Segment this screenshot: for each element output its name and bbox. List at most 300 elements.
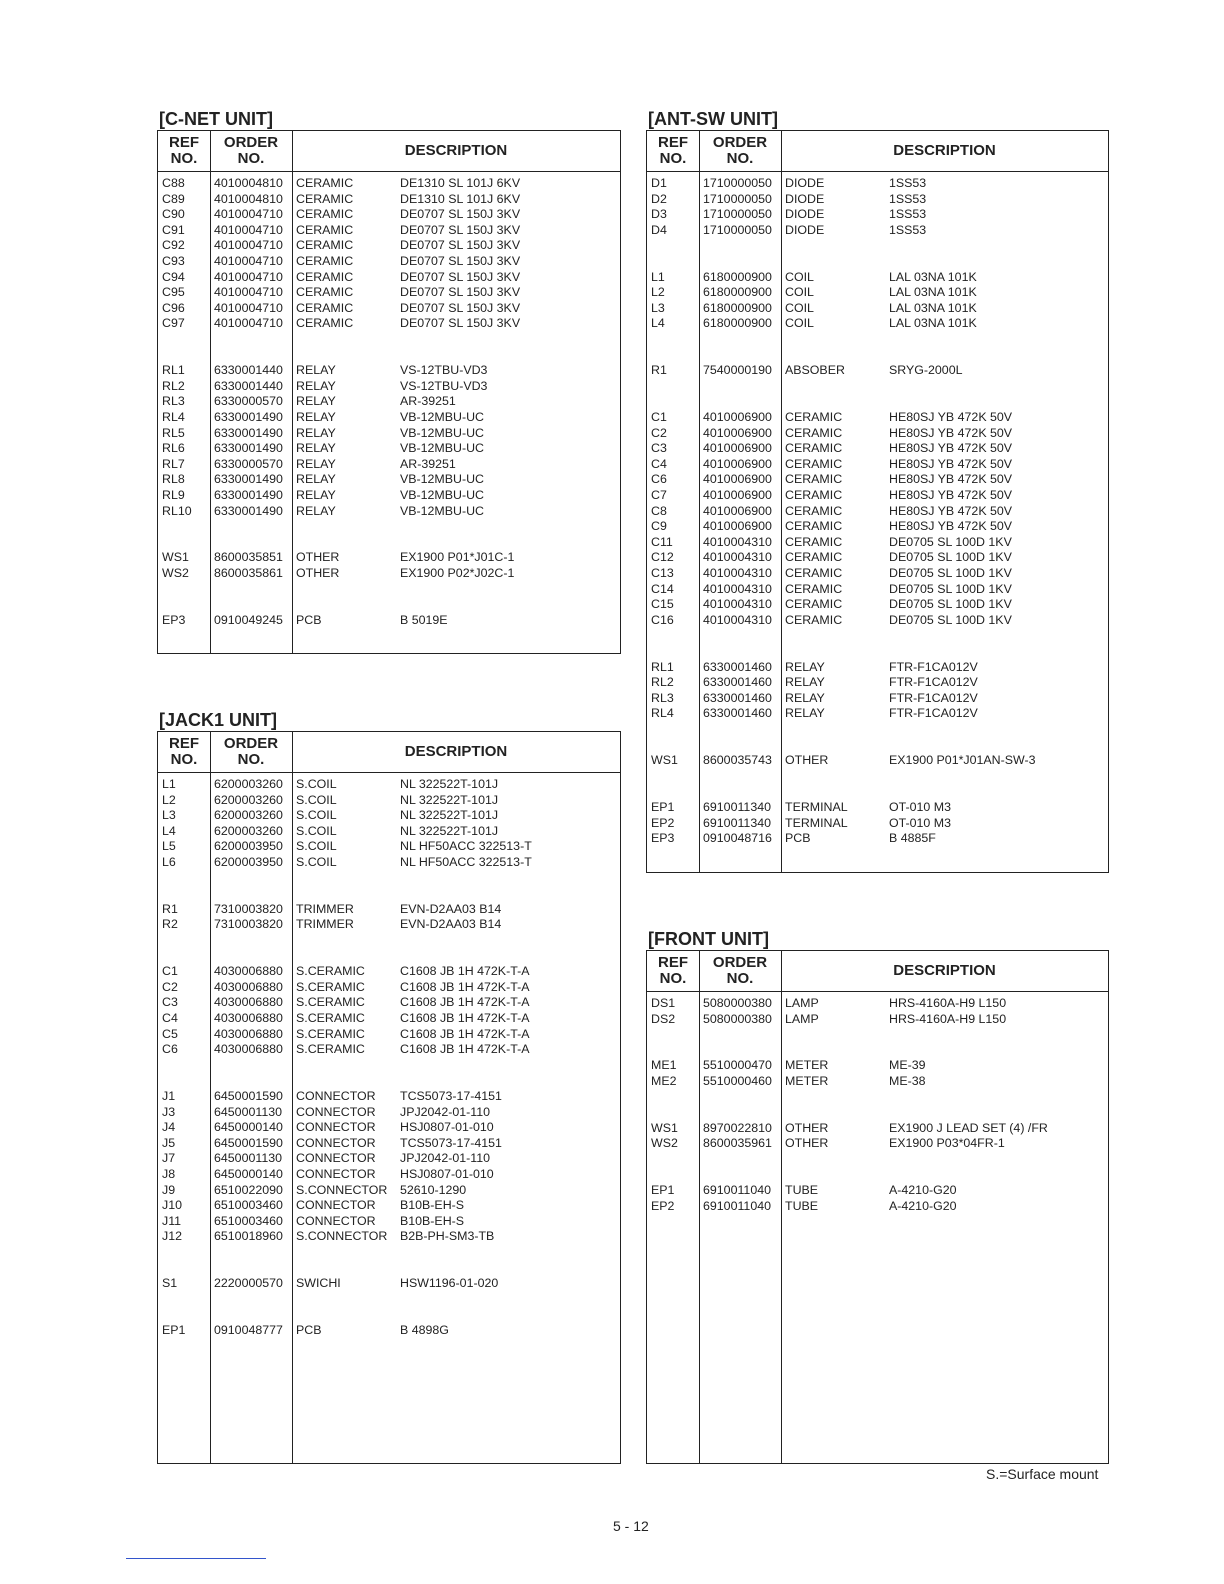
table-row bbox=[158, 363, 620, 379]
description-cell: C1608 JB 1H 472K-T-A bbox=[400, 1026, 530, 1041]
part-type-cell: RELAY bbox=[785, 690, 825, 705]
order-no-cell: 4010006900 bbox=[703, 519, 772, 534]
description-cell: HE80SJ YB 472K 50V bbox=[889, 488, 1013, 502]
ref-no-cell: L2 bbox=[651, 285, 665, 300]
description-cell: 1SS53 bbox=[889, 191, 927, 206]
ref-no-cell: C6 bbox=[162, 1042, 178, 1057]
table-row bbox=[158, 379, 620, 395]
order-no-cell: 6330001490 bbox=[214, 488, 283, 502]
order-no-cell: 4010004810 bbox=[214, 176, 283, 190]
description-cell: FTR-F1CA012V bbox=[889, 659, 978, 674]
part-type-cell: RELAY bbox=[296, 472, 336, 487]
part-type-cell: CERAMIC bbox=[785, 550, 843, 565]
part-type-cell: PCB bbox=[785, 831, 811, 846]
order-no-cell: 4030006880 bbox=[214, 964, 283, 979]
order-header: ORDER NO. bbox=[223, 735, 279, 768]
description-cell: DE0707 SL 150J 3KV bbox=[400, 285, 521, 300]
part-type-cell: CERAMIC bbox=[785, 597, 843, 612]
description-cell: DE0705 SL 100D 1KV bbox=[889, 581, 1012, 596]
table-row bbox=[158, 777, 620, 793]
description-cell: EVN-D2AA03 B14 bbox=[400, 917, 502, 932]
description-cell: HSJ0807-01-010 bbox=[400, 1167, 494, 1181]
ref-no-cell: C6 bbox=[651, 472, 667, 487]
description-header: DESCRIPTION bbox=[404, 142, 508, 159]
description-cell: LAL 03NA 101K bbox=[889, 316, 977, 331]
ref-no-cell: C92 bbox=[162, 238, 185, 253]
ref-no-cell: RL3 bbox=[651, 690, 674, 705]
table-row bbox=[158, 808, 620, 824]
table-row bbox=[647, 457, 1108, 473]
description-cell: B10B-EH-S bbox=[400, 1213, 465, 1228]
section-title: [FRONT UNIT] bbox=[648, 929, 769, 949]
ref-no-cell: D4 bbox=[651, 222, 667, 237]
description-cell: C1608 JB 1H 472K-T-A bbox=[400, 1042, 530, 1057]
order-no-cell: 4010006900 bbox=[703, 410, 772, 424]
ref-no-cell: RL1 bbox=[651, 659, 674, 674]
table-row bbox=[158, 488, 620, 504]
table-row bbox=[158, 441, 620, 457]
order-no-cell: 6510018960 bbox=[214, 1229, 283, 1244]
order-no-cell: 6910011040 bbox=[703, 1183, 771, 1198]
table-row bbox=[158, 839, 620, 855]
order-no-cell: 5510000460 bbox=[703, 1074, 772, 1088]
order-header: ORDER NO. bbox=[223, 134, 279, 167]
order-no-cell: 7310003820 bbox=[214, 917, 283, 932]
table-row bbox=[647, 1121, 1108, 1137]
order-no-cell: 1710000050 bbox=[703, 191, 772, 206]
part-type-cell: SWICHI bbox=[296, 1276, 341, 1291]
description-cell: DE0707 SL 150J 3KV bbox=[400, 316, 521, 331]
part-type-cell: COIL bbox=[785, 269, 814, 284]
table-row bbox=[647, 441, 1108, 457]
ref-no-cell: S1 bbox=[162, 1276, 178, 1291]
order-no-cell: 4010006900 bbox=[703, 441, 772, 456]
order-no-cell: 4010004710 bbox=[214, 222, 283, 237]
ref-no-cell: RL1 bbox=[162, 363, 185, 378]
description-cell: VB-12MBU-UC bbox=[400, 425, 484, 440]
description-cell: EX1900 P01*J01AN-SW-3 bbox=[889, 753, 1036, 768]
description-cell: 1SS53 bbox=[889, 222, 927, 237]
table-row bbox=[647, 660, 1108, 676]
part-type-cell: S.CERAMIC bbox=[296, 1011, 365, 1025]
description-cell: DE1310 SL 101J 6KV bbox=[400, 176, 521, 190]
part-type-cell: DIODE bbox=[785, 222, 825, 237]
ref-no-cell: L1 bbox=[162, 777, 176, 791]
table-row bbox=[158, 964, 620, 980]
ref-no-cell: J7 bbox=[162, 1151, 176, 1166]
column-divider bbox=[699, 131, 700, 872]
part-type-cell: METER bbox=[785, 1074, 829, 1088]
ref-no-cell: L2 bbox=[162, 792, 176, 807]
table-row bbox=[158, 472, 620, 488]
order-no-cell: 0910049245 bbox=[214, 612, 283, 627]
table-header bbox=[158, 732, 620, 773]
part-type-cell: RELAY bbox=[785, 675, 825, 690]
order-no-cell: 6200003260 bbox=[214, 808, 283, 823]
ref-no-cell: C4 bbox=[651, 456, 667, 471]
description-cell: DE0707 SL 150J 3KV bbox=[400, 207, 521, 222]
order-no-cell: 6200003260 bbox=[214, 823, 283, 838]
ref-no-cell: J11 bbox=[162, 1213, 182, 1228]
order-no-cell: 6450001130 bbox=[214, 1104, 282, 1119]
part-type-cell: S.COIL bbox=[296, 777, 337, 791]
ref-no-cell: RL4 bbox=[651, 706, 674, 721]
part-type-cell: CERAMIC bbox=[785, 488, 843, 502]
description-cell: NL HF50ACC 322513-T bbox=[400, 839, 532, 854]
description-cell: HE80SJ YB 472K 50V bbox=[889, 410, 1013, 424]
description-cell: HE80SJ YB 472K 50V bbox=[889, 441, 1013, 456]
part-type-cell: S.COIL bbox=[296, 823, 337, 838]
description-cell: SRYG-2000L bbox=[889, 363, 963, 378]
table-row bbox=[647, 706, 1108, 722]
table-row bbox=[647, 472, 1108, 488]
part-type-cell: ABSOBER bbox=[785, 363, 845, 378]
order-no-cell: 8600035851 bbox=[214, 550, 283, 565]
order-no-cell: 4010006900 bbox=[703, 456, 772, 471]
table-row bbox=[158, 1027, 620, 1043]
table-row bbox=[158, 1276, 620, 1292]
description-cell: ME-39 bbox=[889, 1058, 926, 1073]
table-row bbox=[647, 176, 1108, 192]
part-type-cell: CONNECTOR bbox=[296, 1198, 376, 1213]
order-no-cell: 4010004310 bbox=[703, 597, 772, 612]
column-divider bbox=[292, 131, 293, 653]
description-cell: ME-38 bbox=[889, 1074, 926, 1088]
ref-no-cell: C14 bbox=[651, 581, 674, 596]
table-row bbox=[158, 223, 620, 239]
table-row bbox=[647, 270, 1108, 286]
table-row bbox=[158, 1323, 620, 1339]
ref-no-cell: C13 bbox=[651, 566, 674, 580]
description-cell: B 5019E bbox=[400, 612, 448, 627]
table-row bbox=[647, 816, 1108, 832]
table-row bbox=[158, 550, 620, 566]
order-no-cell: 4030006880 bbox=[214, 1026, 283, 1041]
table-row bbox=[158, 301, 620, 317]
ref-no-cell: C96 bbox=[162, 300, 185, 315]
ref-no-cell: J4 bbox=[162, 1120, 176, 1135]
section-title: [JACK1 UNIT] bbox=[159, 710, 278, 730]
ref-no-cell: L4 bbox=[651, 316, 665, 331]
table-row bbox=[647, 831, 1108, 847]
ref-header: REF NO. bbox=[169, 735, 199, 768]
table-row bbox=[158, 1089, 620, 1105]
part-type-cell: METER bbox=[785, 1058, 829, 1073]
ref-no-cell: ME2 bbox=[651, 1074, 677, 1088]
ref-no-cell: R2 bbox=[162, 917, 178, 932]
description-cell: EVN-D2AA03 B14 bbox=[400, 901, 502, 916]
ref-no-cell: EP2 bbox=[651, 815, 675, 830]
order-no-cell: 8600035861 bbox=[214, 566, 283, 580]
table-row bbox=[647, 996, 1108, 1012]
description-cell: OT-010 M3 bbox=[889, 800, 951, 814]
table-row bbox=[647, 1183, 1108, 1199]
description-cell: EX1900 P03*04FR-1 bbox=[889, 1136, 1005, 1151]
part-type-cell: DIODE bbox=[785, 207, 825, 222]
part-type-cell: LAMP bbox=[785, 996, 819, 1010]
description-cell: FTR-F1CA012V bbox=[889, 706, 978, 721]
order-no-cell: 0910048777 bbox=[214, 1323, 283, 1337]
order-no-cell: 6180000900 bbox=[703, 300, 772, 315]
column-divider bbox=[292, 732, 293, 1463]
table-row bbox=[158, 1011, 620, 1027]
ref-no-cell: L4 bbox=[162, 823, 176, 838]
ref-header: REF NO. bbox=[169, 134, 199, 167]
order-no-cell: 6330001490 bbox=[214, 410, 283, 424]
part-type-cell: CERAMIC bbox=[785, 612, 843, 627]
column-divider bbox=[210, 131, 211, 653]
description-cell: NL HF50ACC 322513-T bbox=[400, 855, 532, 869]
order-no-cell: 6450001590 bbox=[214, 1089, 283, 1103]
section-title: [C-NET UNIT] bbox=[159, 109, 273, 129]
table-row bbox=[647, 363, 1108, 379]
table-row bbox=[158, 793, 620, 809]
part-type-cell: CONNECTOR bbox=[296, 1167, 376, 1181]
order-no-cell: 6510003460 bbox=[214, 1198, 283, 1213]
description-cell: DE0705 SL 100D 1KV bbox=[889, 566, 1012, 580]
table-row bbox=[647, 410, 1108, 426]
ref-no-cell: L1 bbox=[651, 269, 665, 284]
order-no-cell: 6200003950 bbox=[214, 855, 283, 869]
part-type-cell: CERAMIC bbox=[296, 316, 354, 331]
description-cell: LAL 03NA 101K bbox=[889, 285, 977, 300]
ref-no-cell: EP3 bbox=[651, 831, 675, 846]
table-row bbox=[647, 192, 1108, 208]
part-type-cell: CONNECTOR bbox=[296, 1089, 376, 1103]
order-no-cell: 4010004710 bbox=[214, 207, 283, 222]
table-row bbox=[647, 753, 1108, 769]
table-row bbox=[158, 613, 620, 629]
part-type-cell: S.COIL bbox=[296, 792, 337, 807]
description-cell: EX1900 P02*J02C-1 bbox=[400, 566, 515, 580]
table-header bbox=[158, 131, 620, 172]
table-row bbox=[158, 917, 620, 933]
part-type-cell: DIODE bbox=[785, 176, 825, 190]
ref-no-cell: RL3 bbox=[162, 394, 185, 409]
table-row bbox=[647, 1058, 1108, 1074]
table-row bbox=[158, 270, 620, 286]
table-row bbox=[647, 426, 1108, 442]
order-no-cell: 7540000190 bbox=[703, 363, 772, 378]
part-type-cell: S.CERAMIC bbox=[296, 964, 365, 979]
description-cell: HRS-4160A-H9 L150 bbox=[889, 1011, 1007, 1026]
description-cell: C1608 JB 1H 472K-T-A bbox=[400, 995, 530, 1010]
ref-no-cell: L3 bbox=[651, 300, 665, 315]
ref-no-cell: C15 bbox=[651, 597, 674, 612]
order-no-cell: 0910048716 bbox=[703, 831, 772, 846]
cnet-unit-section bbox=[157, 108, 621, 654]
order-no-cell: 6330001490 bbox=[214, 503, 283, 518]
description-cell: DE0707 SL 150J 3KV bbox=[400, 300, 521, 315]
table-row bbox=[647, 1136, 1108, 1152]
part-type-cell: CERAMIC bbox=[296, 238, 354, 253]
order-no-cell: 5080000380 bbox=[703, 996, 772, 1010]
order-no-cell: 6330001490 bbox=[214, 425, 283, 440]
table-row bbox=[647, 597, 1108, 613]
order-no-cell: 7310003820 bbox=[214, 901, 283, 916]
order-no-cell: 6200003260 bbox=[214, 777, 283, 791]
description-cell: FTR-F1CA012V bbox=[889, 690, 978, 705]
part-type-cell: CERAMIC bbox=[296, 191, 354, 206]
description-cell: C1608 JB 1H 472K-T-A bbox=[400, 964, 530, 979]
table-row bbox=[158, 238, 620, 254]
part-type-cell: OTHER bbox=[296, 566, 340, 580]
table-row bbox=[647, 535, 1108, 551]
description-cell: B2B-PH-SM3-TB bbox=[400, 1229, 495, 1244]
part-type-cell: PCB bbox=[296, 1323, 322, 1337]
order-no-cell: 2220000570 bbox=[214, 1276, 283, 1291]
part-type-cell: CERAMIC bbox=[785, 441, 843, 456]
description-cell: A-4210-G20 bbox=[889, 1198, 957, 1213]
order-no-cell: 4010006900 bbox=[703, 472, 772, 487]
description-cell: HE80SJ YB 472K 50V bbox=[889, 425, 1013, 440]
order-no-cell: 6330001460 bbox=[703, 690, 772, 705]
ref-no-cell: WS1 bbox=[651, 1120, 678, 1135]
part-type-cell: RELAY bbox=[296, 456, 336, 471]
description-cell: DE0705 SL 100D 1KV bbox=[889, 597, 1012, 612]
table-row bbox=[158, 1214, 620, 1230]
order-no-cell: 6330001490 bbox=[214, 472, 283, 487]
antsw-unit-section bbox=[646, 108, 1109, 873]
ref-no-cell: DS1 bbox=[651, 996, 676, 1010]
jack1-unit-section bbox=[157, 709, 621, 1464]
order-no-cell: 8600035961 bbox=[703, 1136, 772, 1151]
part-type-cell: S.CERAMIC bbox=[296, 1042, 365, 1057]
order-no-cell: 4010004310 bbox=[703, 550, 772, 565]
table-row bbox=[647, 316, 1108, 332]
part-type-cell: CERAMIC bbox=[785, 472, 843, 487]
description-cell: HSJ0807-01-010 bbox=[400, 1120, 494, 1135]
order-no-cell: 5080000380 bbox=[703, 1011, 772, 1026]
description-cell: VB-12MBU-UC bbox=[400, 441, 484, 456]
order-no-cell: 6910011340 bbox=[703, 815, 771, 830]
order-no-cell: 6200003950 bbox=[214, 839, 283, 854]
part-type-cell: CONNECTOR bbox=[296, 1213, 376, 1228]
table-row bbox=[158, 980, 620, 996]
description-cell: DE0705 SL 100D 1KV bbox=[889, 550, 1012, 565]
parts-table bbox=[646, 950, 1109, 1464]
table-row bbox=[158, 192, 620, 208]
part-type-cell: CERAMIC bbox=[785, 503, 843, 518]
part-type-cell: CERAMIC bbox=[296, 176, 354, 190]
table-row bbox=[647, 613, 1108, 629]
order-no-cell: 1710000050 bbox=[703, 222, 772, 237]
ref-no-cell: L6 bbox=[162, 855, 176, 869]
part-type-cell: TRIMMER bbox=[296, 917, 354, 932]
order-no-cell: 1710000050 bbox=[703, 207, 772, 222]
ref-no-cell: RL4 bbox=[162, 410, 185, 424]
description-header: DESCRIPTION bbox=[404, 743, 508, 760]
order-no-cell: 4030006880 bbox=[214, 1011, 283, 1025]
order-no-cell: 6330001440 bbox=[214, 378, 283, 393]
ref-no-cell: C90 bbox=[162, 207, 185, 222]
description-cell: B10B-EH-S bbox=[400, 1198, 465, 1213]
part-type-cell: CONNECTOR bbox=[296, 1135, 376, 1150]
part-type-cell: OTHER bbox=[785, 1136, 829, 1151]
part-type-cell: TERMINAL bbox=[785, 815, 848, 830]
part-type-cell: CERAMIC bbox=[785, 456, 843, 471]
ref-no-cell: C93 bbox=[162, 254, 185, 268]
order-no-cell: 1710000050 bbox=[703, 176, 772, 190]
part-type-cell: CERAMIC bbox=[296, 285, 354, 300]
description-cell: LAL 03NA 101K bbox=[889, 300, 977, 315]
description-cell: AR-39251 bbox=[400, 456, 456, 471]
description-cell: DE0707 SL 150J 3KV bbox=[400, 254, 521, 268]
description-cell: NL 322522T-101J bbox=[400, 777, 499, 791]
table-row bbox=[647, 1012, 1108, 1028]
ref-no-cell: C91 bbox=[162, 222, 185, 237]
description-cell: DE0705 SL 100D 1KV bbox=[889, 534, 1012, 549]
description-cell: OT-010 M3 bbox=[889, 815, 951, 830]
part-type-cell: RELAY bbox=[296, 488, 336, 502]
table-row bbox=[158, 410, 620, 426]
parts-table bbox=[646, 130, 1109, 873]
description-cell: HE80SJ YB 472K 50V bbox=[889, 472, 1013, 487]
table-row bbox=[158, 504, 620, 520]
order-no-cell: 6330001460 bbox=[703, 659, 772, 674]
order-no-cell: 6450000140 bbox=[214, 1167, 283, 1181]
ref-no-cell: C2 bbox=[651, 425, 667, 440]
order-no-cell: 6180000900 bbox=[703, 316, 772, 331]
ref-no-cell: WS1 bbox=[162, 550, 189, 565]
part-type-cell: TRIMMER bbox=[296, 901, 354, 916]
order-no-cell: 4010006900 bbox=[703, 425, 772, 440]
ref-no-cell: C16 bbox=[651, 612, 674, 627]
ref-no-cell: RL5 bbox=[162, 425, 185, 440]
description-cell: DE1310 SL 101J 6KV bbox=[400, 191, 521, 206]
table-row bbox=[647, 301, 1108, 317]
description-cell: VS-12TBU-VD3 bbox=[400, 378, 488, 393]
ref-no-cell: C1 bbox=[162, 964, 178, 979]
part-type-cell: CERAMIC bbox=[785, 410, 843, 424]
table-row bbox=[647, 691, 1108, 707]
part-type-cell: CERAMIC bbox=[296, 207, 354, 222]
description-cell: AR-39251 bbox=[400, 394, 456, 409]
part-type-cell: CERAMIC bbox=[785, 534, 843, 549]
part-type-cell: S.CERAMIC bbox=[296, 1026, 365, 1041]
order-no-cell: 6910011040 bbox=[703, 1198, 771, 1213]
ref-no-cell: J12 bbox=[162, 1229, 182, 1244]
description-header: DESCRIPTION bbox=[893, 142, 996, 159]
part-type-cell: CERAMIC bbox=[296, 269, 354, 284]
ref-no-cell: C3 bbox=[162, 995, 178, 1010]
order-no-cell: 4010004710 bbox=[214, 269, 283, 284]
description-cell: B 4898G bbox=[400, 1323, 449, 1337]
order-no-cell: 4010004310 bbox=[703, 566, 772, 580]
ref-no-cell: ME1 bbox=[651, 1058, 677, 1073]
ref-no-cell: C11 bbox=[651, 534, 673, 549]
description-cell: VB-12MBU-UC bbox=[400, 410, 484, 424]
part-type-cell: CERAMIC bbox=[785, 425, 843, 440]
order-header: ORDER NO. bbox=[712, 134, 768, 167]
part-type-cell: OTHER bbox=[296, 550, 340, 565]
ref-no-cell: D3 bbox=[651, 207, 667, 222]
ref-no-cell: C9 bbox=[651, 519, 667, 534]
ref-no-cell: EP1 bbox=[651, 800, 675, 814]
order-no-cell: 6450000140 bbox=[214, 1120, 283, 1135]
ref-no-cell: J1 bbox=[162, 1089, 176, 1103]
part-type-cell: RELAY bbox=[296, 394, 336, 409]
ref-no-cell: R1 bbox=[162, 901, 178, 916]
table-row bbox=[647, 1199, 1108, 1215]
table-row bbox=[647, 800, 1108, 816]
part-type-cell: S.CERAMIC bbox=[296, 979, 365, 994]
description-cell: 1SS53 bbox=[889, 176, 927, 190]
part-type-cell: CERAMIC bbox=[785, 519, 843, 534]
ref-no-cell: C3 bbox=[651, 441, 667, 456]
description-cell: NL 322522T-101J bbox=[400, 808, 499, 823]
ref-no-cell: C94 bbox=[162, 269, 185, 284]
